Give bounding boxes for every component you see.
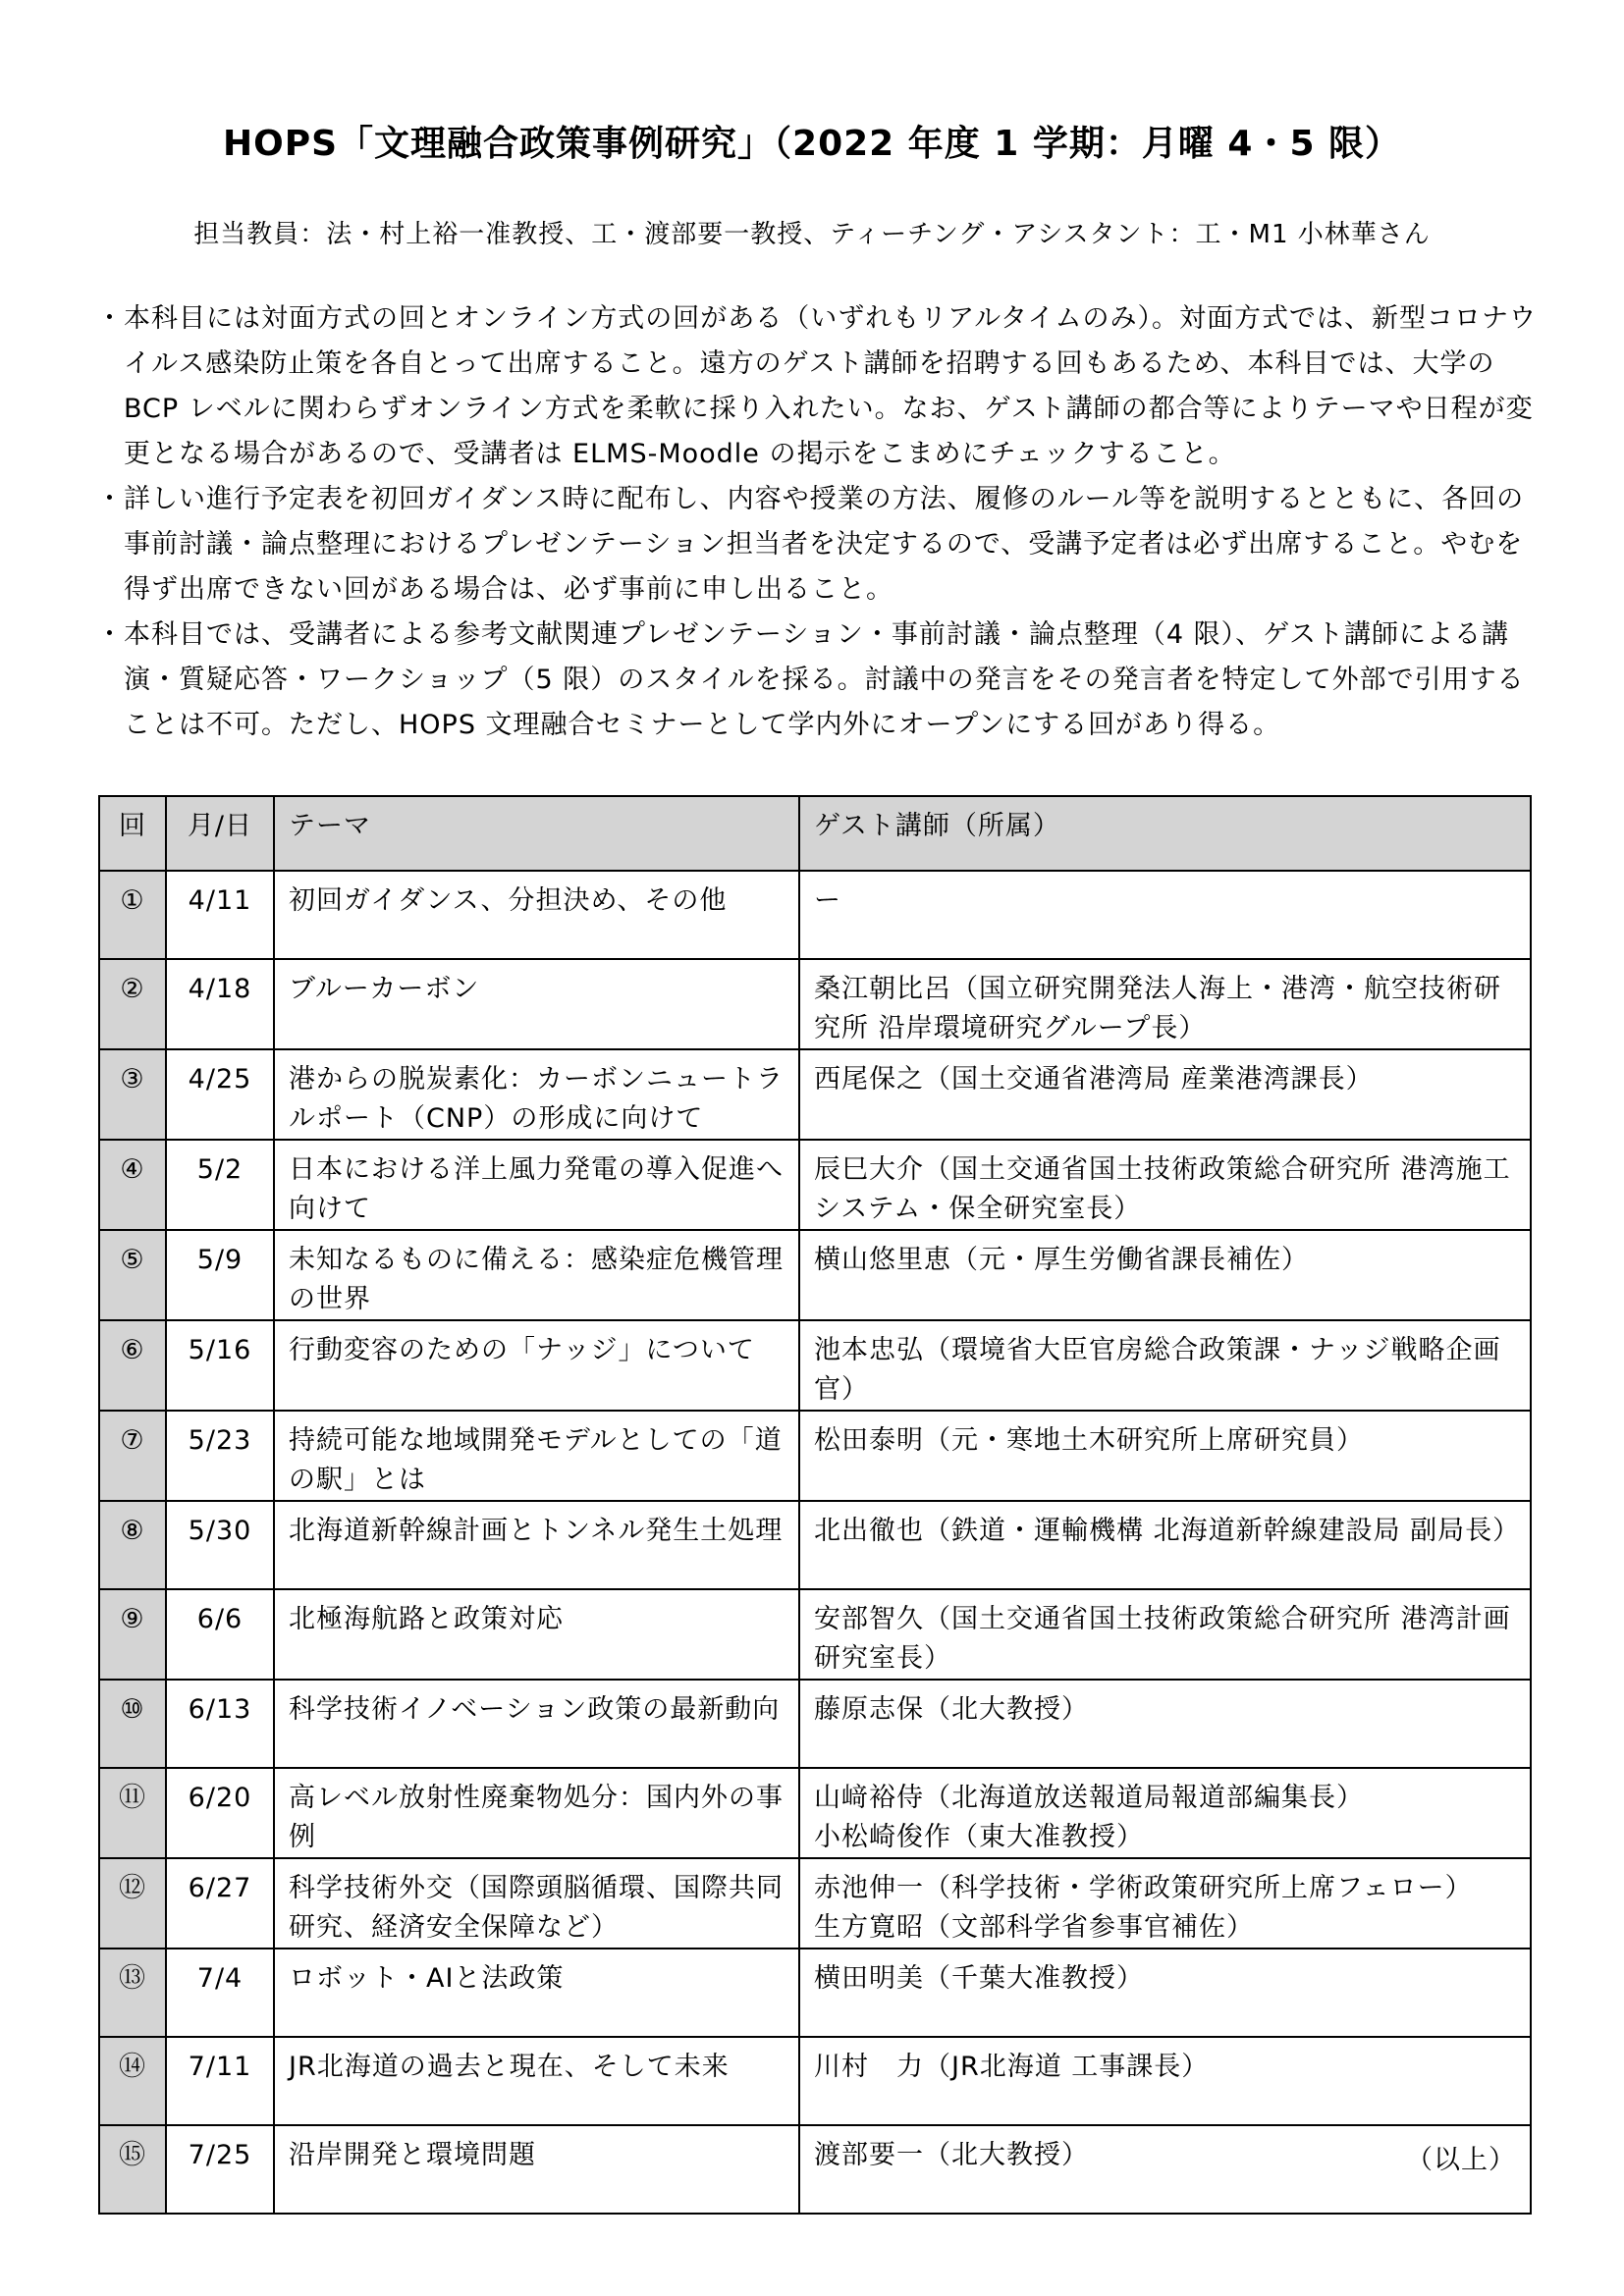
header-guest: ゲスト講師（所属） <box>799 796 1531 871</box>
table-row <box>99 871 1531 959</box>
session-guest: 横田明美（千葉大准教授） <box>799 1949 1531 2037</box>
table-row <box>99 1230 1531 1320</box>
session-guest: 北出徹也（鉄道・運輸機構 北海道新幹線建設局 副局長） <box>799 1501 1531 1589</box>
note-text: 本科目では、受講者による参考文献関連プレゼンテーション・事前討議・論点整理（4 限）、ゲスト講師による講演・質疑応答・ワークショップ（5 限）のスタイルを採る。討議中の発言をその発言者を特定して外部で引用することは不可。ただし、HOPS 文理融合セミナーとして学内外にオープンにする回があり得る。 <box>124 619 1525 740</box>
session-number: ⑦ <box>99 1411 166 1501</box>
session-number: ⑮ <box>99 2125 166 2214</box>
session-number: ⑩ <box>99 1680 166 1768</box>
session-date: 4/18 <box>166 959 274 1049</box>
session-theme: 科学技術外交（国際頭脳循環、国際共同研究、経済安全保障など） <box>274 1858 799 1949</box>
session-number: ⑨ <box>99 1589 166 1680</box>
session-guest: 赤池伸一（科学技術・学術政策研究所上席フェロー） 生方寛昭（文部科学省参事官補佐） <box>799 1858 1531 1949</box>
note-item <box>96 613 1540 748</box>
table-row <box>99 1049 1531 1140</box>
session-theme: 高レベル放射性廃棄物処分：国内外の事例 <box>274 1768 799 1858</box>
note-item <box>96 296 1540 477</box>
schedule-body <box>99 871 1531 2214</box>
session-theme: 科学技術イノベーション政策の最新動向 <box>274 1680 799 1768</box>
schedule-table <box>98 795 1532 2215</box>
session-guest: 安部智久（国土交通省国土技術政策総合研究所 港湾計画研究室長） <box>799 1589 1531 1680</box>
session-date: 4/25 <box>166 1049 274 1140</box>
session-theme: 港からの脱炭素化：カーボンニュートラルポート（CNP）の形成に向けて <box>274 1049 799 1140</box>
session-guest: ー <box>799 871 1531 959</box>
table-row <box>99 1680 1531 1768</box>
note-text: 詳しい進行予定表を初回ガイダンス時に配布し、内容や授業の方法、履修のルール等を説明するとともに、各回の事前討議・論点整理におけるプレゼンテーション担当者を決定するので、受講予定者は必ず出席すること。やむを得ず出席できない回がある場合は、必ず事前に申し出ること。 <box>124 484 1525 605</box>
session-date: 6/20 <box>166 1768 274 1858</box>
session-number: ⑥ <box>99 1320 166 1411</box>
session-theme: 未知なるものに備える：感染症危機管理の世界 <box>274 1230 799 1320</box>
bullet-mark: ・ <box>96 619 124 650</box>
session-number: ⑭ <box>99 2037 166 2125</box>
table-row <box>99 1140 1531 1230</box>
session-number: ① <box>99 871 166 959</box>
bullet-mark: ・ <box>96 303 124 334</box>
table-row <box>99 1768 1531 1858</box>
header-num: 回 <box>99 796 166 871</box>
table-row <box>99 2037 1531 2125</box>
table-header-row <box>99 796 1531 871</box>
session-theme: 持続可能な地域開発モデルとしての「道の駅」とは <box>274 1411 799 1501</box>
session-date: 7/25 <box>166 2125 274 2214</box>
bullet-mark: ・ <box>96 484 124 514</box>
session-date: 5/9 <box>166 1230 274 1320</box>
session-theme: 北海道新幹線計画とトンネル発生土処理 <box>274 1501 799 1589</box>
session-date: 5/16 <box>166 1320 274 1411</box>
session-date: 4/11 <box>166 871 274 959</box>
session-number: ⑪ <box>99 1768 166 1858</box>
session-number: ⑧ <box>99 1501 166 1589</box>
session-number: ② <box>99 959 166 1049</box>
table-row <box>99 1589 1531 1680</box>
session-date: 7/11 <box>166 2037 274 2125</box>
session-theme: 初回ガイダンス、分担決め、その他 <box>274 871 799 959</box>
table-row <box>99 1411 1531 1501</box>
session-number: ⑫ <box>99 1858 166 1949</box>
session-guest: 松田泰明（元・寒地土木研究所上席研究員） <box>799 1411 1531 1501</box>
table-row <box>99 1949 1531 2037</box>
session-theme: 北極海航路と政策対応 <box>274 1589 799 1680</box>
session-guest: 横山悠里恵（元・厚生労働省課長補佐） <box>799 1230 1531 1320</box>
session-guest: 山﨑裕侍（北海道放送報道局報道部編集長） 小松崎俊作（東大准教授） <box>799 1768 1531 1858</box>
session-date: 7/4 <box>166 1949 274 2037</box>
note-text: 本科目には対面方式の回とオンライン方式の回がある（いずれもリアルタイムのみ）。対面方式では、新型コロナウイルス感染防止策を各自とって出席すること。遠方のゲスト講師を招聘する回もあるため、本科目では、大学の BCP レベルに関わらずオンライン方式を柔軟に採り入れたい。なお、ゲスト講師の都合等によりテーマや日程が変更となる場合があるので、受講者は ELMS-Moodle の掲示をこまめにチェックすること。 <box>124 303 1537 469</box>
session-guest: 渡部要一（北大教授） <box>799 2125 1531 2214</box>
notes-list <box>96 296 1540 748</box>
note-item <box>96 477 1540 613</box>
session-guest: 藤原志保（北大教授） <box>799 1680 1531 1768</box>
session-number: ⑤ <box>99 1230 166 1320</box>
session-guest: 川村 力（JR北海道 工事課長） <box>799 2037 1531 2125</box>
session-date: 5/30 <box>166 1501 274 1589</box>
session-theme: 日本における洋上風力発電の導入促進へ向けて <box>274 1140 799 1230</box>
session-guest: 西尾保之（国土交通省港湾局 産業港湾課長） <box>799 1049 1531 1140</box>
session-theme: JR北海道の過去と現在、そして未来 <box>274 2037 799 2125</box>
session-theme: 沿岸開発と環境問題 <box>274 2125 799 2214</box>
session-date: 6/27 <box>166 1858 274 1949</box>
instructors-line: 担当教員：法・村上裕一准教授、工・渡部要一教授、ティーチング・アシスタント：工・M1 小林華さん <box>193 220 1431 249</box>
table-row <box>99 1858 1531 1949</box>
table-row <box>99 2125 1531 2214</box>
session-number: ③ <box>99 1049 166 1140</box>
closing-mark: （以上） <box>1406 2145 1516 2175</box>
session-date: 5/2 <box>166 1140 274 1230</box>
session-guest: 辰巳大介（国土交通省国土技術政策総合研究所 港湾施工システム・保全研究室長） <box>799 1140 1531 1230</box>
session-theme: 行動変容のための「ナッジ」について <box>274 1320 799 1411</box>
header-theme: テーマ <box>274 796 799 871</box>
session-theme: ブルーカーボン <box>274 959 799 1049</box>
session-date: 5/23 <box>166 1411 274 1501</box>
table-row <box>99 1320 1531 1411</box>
session-date: 6/13 <box>166 1680 274 1768</box>
session-guest: 池本忠弘（環境省大臣官房総合政策課・ナッジ戦略企画官） <box>799 1320 1531 1411</box>
header-date: 月/日 <box>166 796 274 871</box>
session-number: ⑬ <box>99 1949 166 2037</box>
session-guest: 桑江朝比呂（国立研究開発法人海上・港湾・航空技術研究所 沿岸環境研究グループ長） <box>799 959 1531 1049</box>
session-theme: ロボット・AIと法政策 <box>274 1949 799 2037</box>
table-row <box>99 1501 1531 1589</box>
session-date: 6/6 <box>166 1589 274 1680</box>
session-number: ④ <box>99 1140 166 1230</box>
table-row <box>99 959 1531 1049</box>
page-title: HOPS「文理融合政策事例研究」（2022 年度 1 学期：月曜 4・5 限） <box>222 124 1402 164</box>
